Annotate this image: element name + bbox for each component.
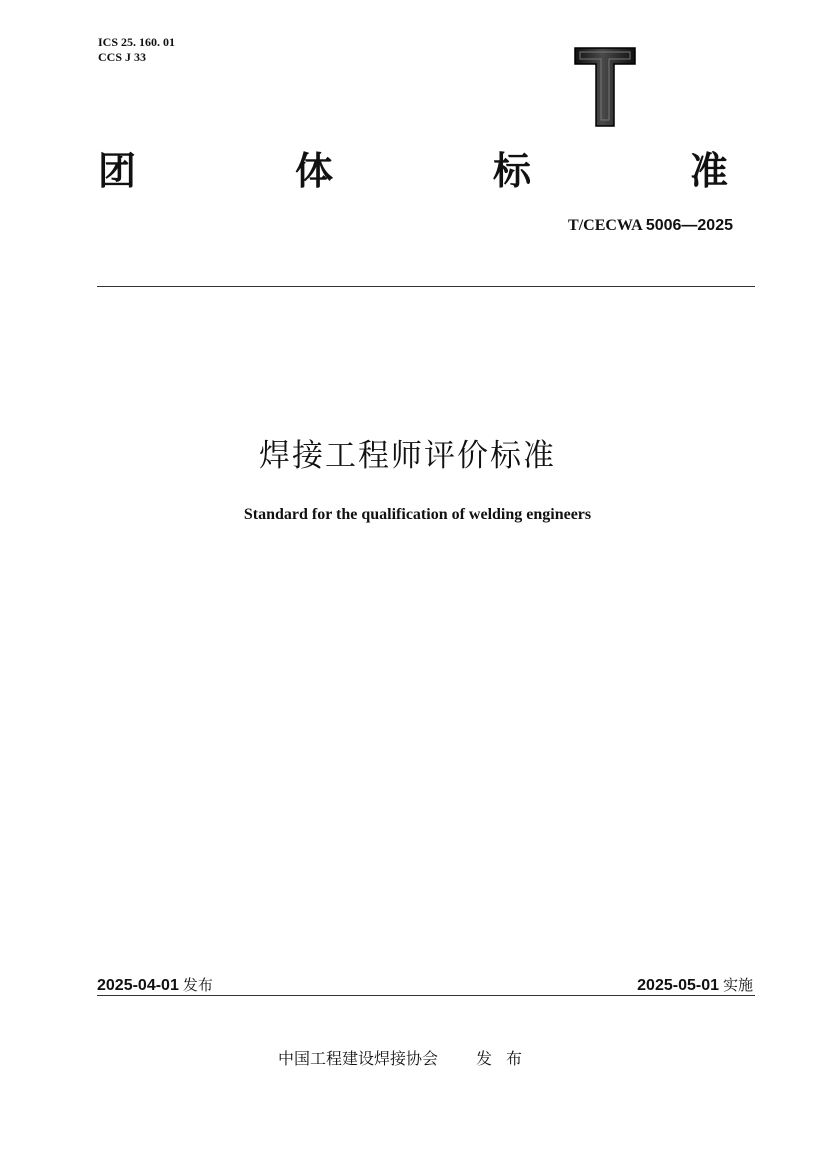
standard-number-prefix: T/CECWA (568, 217, 646, 234)
heading-char-4: 准 (690, 149, 729, 193)
classification-codes (98, 35, 175, 65)
implement-date-value: 2025-05-01 (637, 977, 719, 994)
publisher-name: 中国工程建设焊接协会 (278, 1049, 439, 1068)
standard-number (568, 217, 733, 235)
publisher-action: 发布 (476, 1049, 537, 1068)
bottom-divider (97, 995, 755, 996)
english-title: Standard for the qualification of welding engineers (243, 506, 592, 523)
implement-date (637, 974, 753, 995)
heading-char-2: 体 (295, 149, 334, 193)
issue-date-value: 2025-04-01 (97, 977, 179, 994)
issue-date (97, 974, 213, 995)
publisher-line (278, 1046, 536, 1069)
issue-label: 发布 (182, 976, 213, 994)
chinese-title: 焊接工程师评价标准 (259, 438, 556, 474)
top-divider (97, 286, 755, 287)
t-logo-icon (572, 46, 638, 128)
heading-char-1: 团 (98, 149, 137, 193)
heading-char-3: 标 (493, 149, 532, 193)
ics-code: ICS 25. 160. 01 (98, 35, 176, 49)
standard-number-value: 5006—2025 (645, 217, 733, 234)
implement-label: 实施 (722, 976, 753, 994)
ccs-code: CCS J 33 (98, 50, 147, 64)
group-standard-heading (98, 148, 738, 198)
